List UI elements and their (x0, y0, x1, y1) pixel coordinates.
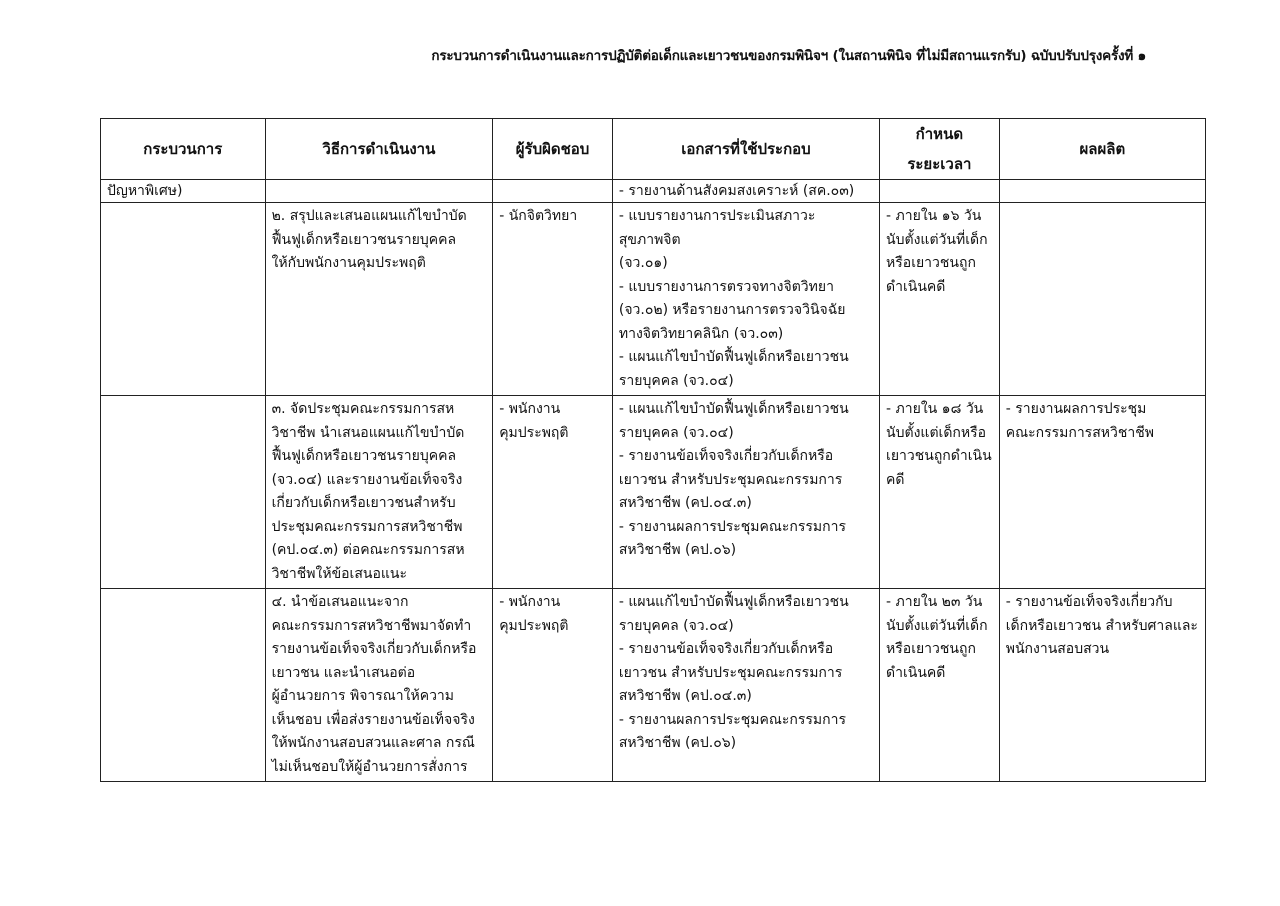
cell-text-line: ปัญหาพิเศษ) (107, 183, 183, 199)
cell-text-line: - ภายใน ๑๘ วัน (886, 401, 984, 417)
cell-process (101, 396, 266, 589)
cell-text-line: - รายงานด้านสังคมสงเคราะห์ (สค.๐๓) (618, 183, 855, 199)
cell-text-line: นับตั้งแต่เด็กหรือ (886, 424, 987, 441)
cell-text-line: วิชาชีพให้ข้อเสนอแนะ (271, 565, 407, 582)
cell-output (999, 396, 1205, 589)
cell-method (265, 203, 493, 396)
cell-documents (612, 589, 879, 782)
table-body (101, 180, 1206, 782)
cell-text-line: รายบุคคล (จว.๐๔) (618, 424, 734, 441)
cell-documents (612, 203, 879, 396)
cell-text-line: - ภายใน ๑๖ วัน (886, 208, 982, 224)
cell-timeline (880, 396, 1000, 589)
cell-process (101, 203, 266, 396)
cell-text-line: รายงานข้อเท็จจริงเกี่ยวกับเด็กหรือ (271, 641, 477, 657)
cell-timeline (880, 589, 1000, 782)
cell-text-line: คุมประพฤติ (499, 424, 569, 441)
cell-text-line: - รายงานข้อเท็จจริงเกี่ยวกับเด็กหรือ (618, 448, 834, 464)
cell-text-line: - แผนแก้ไขบำบัดฟื้นฟูเด็กหรือเยาวชน (618, 594, 849, 610)
cell-text-line: สหวิชาชีพ (คป.๐๖) (618, 542, 737, 558)
cell-text-line: - แผนแก้ไขบำบัดฟื้นฟูเด็กหรือเยาวชน (618, 349, 849, 365)
cell-text-line: - รายงานผลการประชุม (1005, 401, 1147, 417)
cell-text-line: ทางจิตวิทยาคลินิก (จว.๐๓) (618, 325, 784, 342)
cell-responsible (493, 589, 613, 782)
cell-text-line: ๔. นำข้อเสนอแนะจาก (271, 594, 409, 610)
cell-text-line: เยาวชน สำหรับประชุมคณะกรรมการ (618, 664, 843, 681)
cell-text-line: (จว.๐๑) (618, 255, 668, 271)
cell-text-line: - พนักงาน (499, 594, 561, 610)
cell-text-line: สุขภาพจิต (618, 231, 681, 248)
cell-documents (612, 396, 879, 589)
cell-text-line: เห็นชอบ เพื่อส่งรายงานข้อเท็จจริง (271, 711, 475, 728)
cell-text-line: - รายงานข้อเท็จจริงเกี่ยวกับเด็กหรือ (618, 641, 834, 657)
cell-responsible (493, 396, 613, 589)
cell-text-line: - พนักงาน (499, 401, 561, 417)
cell-process (101, 589, 266, 782)
cell-method (265, 589, 493, 782)
page-header-title: กระบวนการดำเนินงานและการปฏิบัติต่อเด็กและเยาวชนของกรมพินิจฯ (ในสถานพินิจ ที่ไม่มีสถานแรกรับ) ฉบับปรับปรุงครั้งที่ ๑ (431, 48, 1146, 64)
cell-output (999, 203, 1205, 396)
cell-text-line: ให้กับพนักงานคุมประพฤติ (271, 255, 426, 271)
cell-text-line: เยาวชน สำหรับประชุมคณะกรรมการ (618, 471, 843, 488)
cell-text-line: เกี่ยวกับเด็กหรือเยาวชนสำหรับ (271, 495, 456, 511)
cell-text-line: (จว.๐๔) และรายงานข้อเท็จจริง (271, 471, 463, 488)
cell-text-line: - นักจิตวิทยา (499, 208, 578, 224)
cell-text-line: เยาวชน และนำเสนอต่อ (271, 664, 416, 681)
cell-text-line: (จว.๐๒) หรือรายงานการตรวจวินิจฉัย (618, 302, 846, 318)
column-header-method: วิธีการดำเนินงาน (265, 119, 493, 180)
table-row (101, 180, 1206, 203)
process-table (100, 118, 1206, 782)
cell-text-line: เยาวชนถูกดำเนิน (886, 448, 992, 464)
cell-text-line: - แบบรายงานการตรวจทางจิตวิทยา (618, 278, 834, 295)
cell-responsible (493, 203, 613, 396)
table-row (101, 203, 1206, 396)
cell-text-line: (คป.๐๔.๓) ต่อคณะกรรมการสห (271, 542, 465, 558)
cell-text-line: นับตั้งแต่วันที่เด็ก (886, 231, 988, 248)
cell-text-line: ผู้อำนวยการ พิจารณาให้ความ (271, 688, 455, 704)
cell-text-line: - แผนแก้ไขบำบัดฟื้นฟูเด็กหรือเยาวชน (618, 401, 849, 417)
cell-text-line: พนักงานสอบสวน (1005, 641, 1110, 657)
cell-text-line: สหวิชาชีพ (คป.๐๖) (618, 735, 737, 751)
cell-text-line: นับตั้งแต่วันที่เด็ก (886, 617, 988, 634)
cell-responsible (493, 180, 613, 203)
cell-text-line: คณะกรรมการสหวิชาชีพมาจัดทำ (271, 617, 472, 634)
cell-text-line: สหวิชาชีพ (คป.๐๔.๓) (618, 688, 752, 704)
column-header-timeline-line1: กำหนด (915, 125, 964, 143)
cell-text-line: คดี (886, 471, 905, 488)
column-header-process: กระบวนการ (101, 119, 266, 180)
cell-text-line: ๓. จัดประชุมคณะกรรมการสห (271, 401, 455, 417)
cell-text-line: รายบุคคล (จว.๐๔) (618, 617, 734, 634)
table-row (101, 396, 1206, 589)
cell-text-line: ดำเนินคดี (886, 664, 946, 681)
cell-text-line: สหวิชาชีพ (คป.๐๔.๓) (618, 495, 752, 511)
cell-method (265, 396, 493, 589)
cell-timeline (880, 203, 1000, 396)
cell-text-line: ๒. สรุปและเสนอแผนแก้ไขบำบัด (271, 208, 467, 224)
cell-documents (612, 180, 879, 203)
cell-text-line: คณะกรรมการสหวิชาชีพ (1005, 424, 1154, 441)
cell-text-line: - รายงานผลการประชุมคณะกรรมการ (618, 518, 846, 535)
cell-text-line: ฟื้นฟูเด็กหรือเยาวชนรายบุคคล (271, 231, 457, 248)
cell-text-line: ให้พนักงานสอบสวนและศาล กรณี (271, 735, 475, 751)
column-header-timeline-line2: ระยะเวลา (907, 155, 972, 173)
table-header-row (101, 119, 1206, 180)
column-header-documents: เอกสารที่ใช้ประกอบ (612, 119, 879, 180)
cell-text-line: เด็กหรือเยาวชน สำหรับศาลและ (1005, 617, 1198, 634)
cell-method (265, 180, 493, 203)
column-header-output: ผลผลิต (999, 119, 1205, 180)
column-header-responsible: ผู้รับผิดชอบ (493, 119, 613, 180)
cell-process (101, 180, 266, 203)
column-header-timeline (880, 119, 1000, 180)
cell-text-line: วิชาชีพ นำเสนอแผนแก้ไขบำบัด (271, 424, 465, 441)
cell-text-line: - ภายใน ๒๓ วัน (886, 594, 983, 610)
cell-text-line: - แบบรายงานการประเมินสภาวะ (618, 208, 816, 224)
cell-text-line: หรือเยาวชนถูก (886, 255, 976, 271)
cell-text-line: - รายงานข้อเท็จจริงเกี่ยวกับ (1005, 594, 1173, 610)
cell-timeline (880, 180, 1000, 203)
cell-text-line: คุมประพฤติ (499, 617, 569, 634)
cell-text-line: - รายงานผลการประชุมคณะกรรมการ (618, 711, 846, 728)
cell-output (999, 589, 1205, 782)
table-row (101, 589, 1206, 782)
cell-text-line: หรือเยาวชนถูก (886, 641, 976, 657)
cell-text-line: ประชุมคณะกรรมการสหวิชาชีพ (271, 518, 463, 535)
cell-output (999, 180, 1205, 203)
cell-text-line: ดำเนินคดี (886, 278, 946, 295)
cell-text-line: ฟื้นฟูเด็กหรือเยาวชนรายบุคคล (271, 448, 457, 464)
cell-text-line: ไม่เห็นชอบให้ผู้อำนวยการสั่งการ (271, 758, 468, 775)
cell-text-line: รายบุคคล (จว.๐๔) (618, 372, 734, 389)
